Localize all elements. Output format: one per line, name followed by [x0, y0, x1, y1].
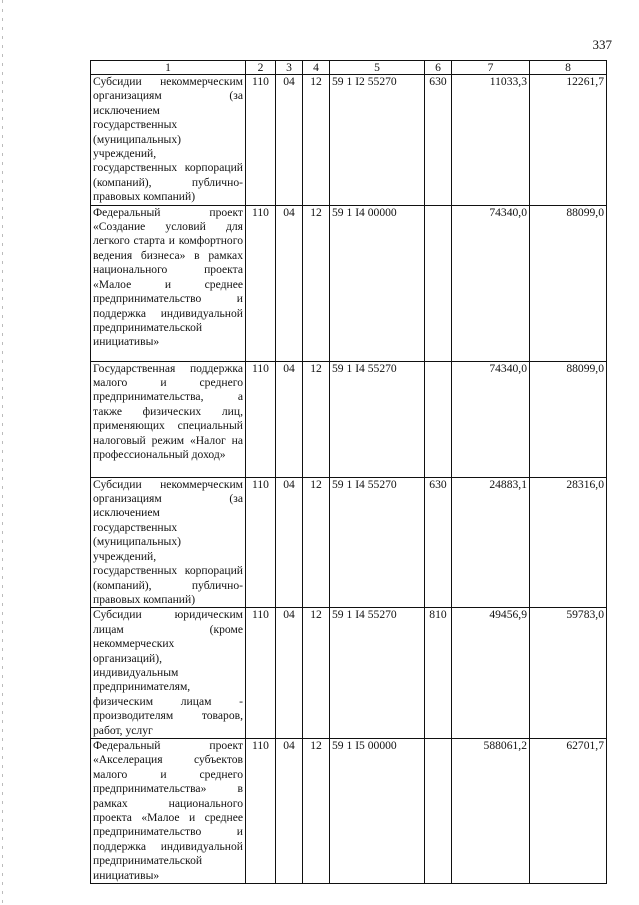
row-col6: 810	[425, 608, 452, 739]
header-col-5: 5	[330, 61, 425, 75]
row-col4: 12	[303, 608, 330, 739]
header-col-3: 3	[276, 61, 303, 75]
row-col3: 04	[276, 738, 303, 883]
row-col8: 59783,0	[530, 608, 607, 739]
budget-table	[90, 60, 607, 884]
row-col6	[425, 738, 452, 883]
row-col5: 59 1 I5 00000	[330, 738, 425, 883]
row-col4: 12	[303, 477, 330, 608]
row-col6: 630	[425, 75, 452, 206]
row-col5: 59 1 I4 00000	[330, 205, 425, 361]
header-col-2: 2	[246, 61, 276, 75]
row-col8: 88099,0	[530, 361, 607, 477]
row-col3: 04	[276, 205, 303, 361]
row-col4: 12	[303, 205, 330, 361]
row-col5: 59 1 I4 55270	[330, 361, 425, 477]
row-col7: 49456,9	[452, 608, 530, 739]
row-col5: 59 1 I2 55270	[330, 75, 425, 206]
header-col-1: 1	[91, 61, 246, 75]
row-col8: 28316,0	[530, 477, 607, 608]
row-col6: 630	[425, 477, 452, 608]
row-col5: 59 1 I4 55270	[330, 477, 425, 608]
table-row	[91, 361, 607, 477]
row-col7: 74340,0	[452, 205, 530, 361]
row-col6	[425, 361, 452, 477]
row-col3: 04	[276, 477, 303, 608]
row-col3: 04	[276, 608, 303, 739]
row-col8: 62701,7	[530, 738, 607, 883]
page-number: 337	[592, 37, 612, 52]
row-col7: 11033,3	[452, 75, 530, 206]
header-row	[91, 61, 607, 75]
row-col4: 12	[303, 361, 330, 477]
row-col3: 04	[276, 75, 303, 206]
row-name: Государственная поддержка малого и среднего предпринимательства, а также физических лиц, применяющих специальный налоговый режим «Налог на профессиональный доход»	[91, 361, 246, 477]
table-row	[91, 738, 607, 883]
table-row	[91, 205, 607, 361]
row-col7: 74340,0	[452, 361, 530, 477]
row-col2: 110	[246, 608, 276, 739]
row-col2: 110	[246, 205, 276, 361]
row-col2: 110	[246, 361, 276, 477]
header-col-7: 7	[452, 61, 530, 75]
row-col6	[425, 205, 452, 361]
scan-edge-marks	[2, 0, 3, 905]
table-row	[91, 477, 607, 608]
row-name: Федеральный проект «Создание условий для легкого старта и комфортного ведения бизнеса» в рамках национального проекта «Малое и среднее предпринимательство и поддержка индивидуальной предпринимательской инициативы»	[91, 205, 246, 361]
row-col4: 12	[303, 738, 330, 883]
row-name: Субсидии некоммерческим организациям (за исключением государственных (муниципальных) учреждений, государственных корпораций (компаний), публично-правовых компаний)	[91, 75, 246, 206]
table-row	[91, 75, 607, 206]
header-col-8: 8	[530, 61, 607, 75]
row-col3: 04	[276, 361, 303, 477]
row-col2: 110	[246, 477, 276, 608]
row-name: Субсидии некоммерческим организациям (за исключением государственных (муниципальных) учреждений, государственных корпораций (компаний), публично-правовых компаний)	[91, 477, 246, 608]
row-col4: 12	[303, 75, 330, 206]
row-col7: 24883,1	[452, 477, 530, 608]
table-row	[91, 608, 607, 739]
row-col7: 588061,2	[452, 738, 530, 883]
row-col2: 110	[246, 738, 276, 883]
header-col-6: 6	[425, 61, 452, 75]
row-col8: 88099,0	[530, 205, 607, 361]
row-name: Субсидии юридическим лицам (кроме некоммерческих организаций), индивидуальным предпринимателям, физическим лицам - производителям товаров, работ, услуг	[91, 608, 246, 739]
row-col2: 110	[246, 75, 276, 206]
row-col5: 59 1 I4 55270	[330, 608, 425, 739]
row-name: Федеральный проект «Акселерация субъектов малого и среднего предпринимательства» в рамках национального проекта «Малое и среднее предпринимательство и поддержка индивидуальной предпринимательской инициативы»	[91, 738, 246, 883]
row-col8: 12261,7	[530, 75, 607, 206]
header-col-4: 4	[303, 61, 330, 75]
